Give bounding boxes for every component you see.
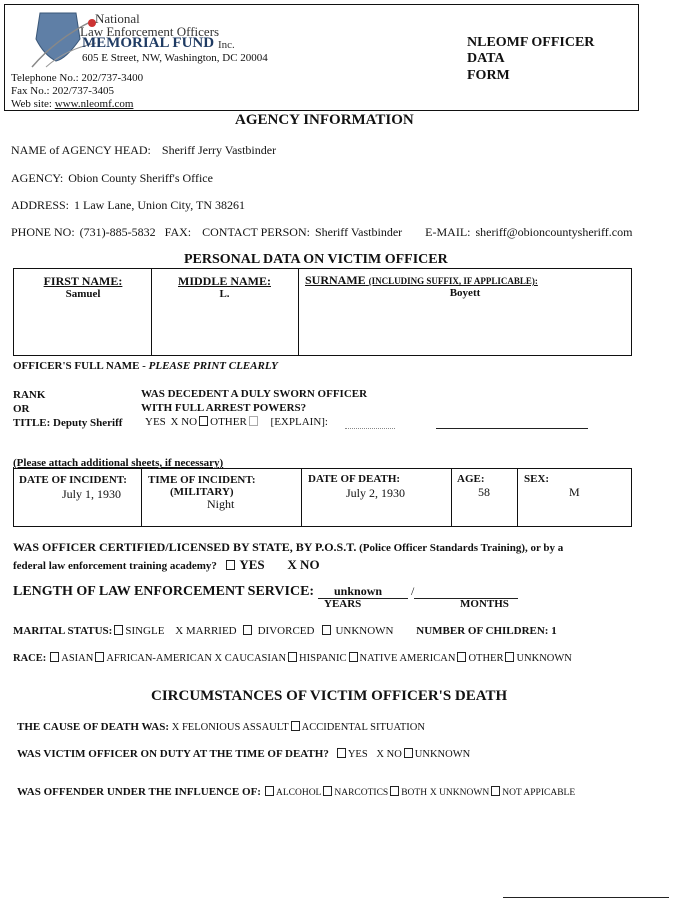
rank-label: RANK xyxy=(13,389,46,401)
title-value[interactable]: TITLE: Deputy Sheriff xyxy=(13,417,123,429)
inf-na[interactable]: NOT APPICABLE xyxy=(502,788,576,798)
marital-married[interactable]: X MARRIED xyxy=(175,625,237,637)
fax: Fax No.: 202/737-3405 xyxy=(11,85,114,97)
cert-question-line2 xyxy=(13,557,320,573)
cert-yes[interactable]: YES xyxy=(239,557,265,572)
inf-narcotics[interactable]: NARCOTICS xyxy=(334,788,389,798)
full-name-label: OFFICER'S FULL NAME xyxy=(13,360,140,372)
contact-value[interactable]: Sheriff Vastbinder xyxy=(314,225,403,239)
sworn-question-2: WITH FULL ARREST POWERS? xyxy=(141,402,307,414)
cert-question-bold: WAS OFFICER CERTIFIED/LICENSED BY STATE, BY P.O.S.T. xyxy=(13,540,357,554)
sworn-no-checkbox[interactable] xyxy=(199,416,208,426)
agency-head-value[interactable]: Sheriff Jerry Vastbinder xyxy=(161,143,277,157)
inf-na-checkbox[interactable] xyxy=(491,786,500,796)
marital-label: MARITAL STATUS: xyxy=(13,625,113,637)
personal-heading: PERSONAL DATA ON VICTIM OFFICER xyxy=(184,252,448,267)
address-row xyxy=(11,198,245,213)
race-asian[interactable]: ASIAN xyxy=(61,653,94,664)
service-label: LENGTH OF LAW ENFORCEMENT SERVICE: xyxy=(13,584,315,599)
years-label: YEARS xyxy=(324,598,362,610)
attach-note: (Please attach additional sheets, if necessary) xyxy=(13,457,224,469)
inf-both[interactable]: BOTH xyxy=(401,788,428,798)
duty-unknown[interactable]: UNKNOWN xyxy=(414,749,471,760)
surname-note: (INCLUDING SUFFIX, IF APPLICABLE): xyxy=(368,276,538,286)
race-african-caucasian[interactable]: AFRICAN-AMERICAN X CAUCASIAN xyxy=(106,653,287,664)
address-value[interactable]: 1 Law Lane, Union City, TN 38261 xyxy=(74,198,245,212)
fax-label: FAX: xyxy=(164,225,192,239)
sworn-answers xyxy=(145,416,328,428)
full-name-note: - PLEASE PRINT CLEARLY xyxy=(139,360,278,372)
toi-label: TIME OF INCIDENT: xyxy=(148,474,256,486)
telephone: Telephone No.: 202/737-3400 xyxy=(11,72,144,84)
children-label: NUMBER OF CHILDREN: 1 xyxy=(416,625,557,637)
website-label: Web site: xyxy=(11,98,55,110)
cause-row xyxy=(17,721,425,733)
form-title-1: NLEOMF OFFICER xyxy=(467,35,595,50)
sworn-yes[interactable]: YES xyxy=(145,416,166,428)
phone-row xyxy=(11,225,632,240)
race-row xyxy=(13,652,572,664)
org-line2: Law Enforcement Officers xyxy=(80,24,220,39)
duty-unknown-checkbox[interactable] xyxy=(404,748,413,758)
sex-label: SEX: xyxy=(524,473,550,485)
influence-row xyxy=(17,786,575,798)
cause-felonious[interactable]: X FELONIOUS ASSAULT xyxy=(171,722,289,733)
org-line3: MEMORIAL FUND xyxy=(82,35,215,51)
race-hispanic-checkbox[interactable] xyxy=(288,652,297,662)
inf-alcohol[interactable]: ALCOHOL xyxy=(275,788,322,798)
sworn-other-checkbox[interactable] xyxy=(249,416,258,426)
cause-accidental-checkbox[interactable] xyxy=(291,721,300,731)
sworn-other[interactable]: OTHER xyxy=(210,416,247,428)
sworn-no[interactable]: NO xyxy=(181,416,198,428)
agency-label: AGENCY: xyxy=(11,171,64,185)
phone-value[interactable]: (731)-885-5832 xyxy=(79,225,156,239)
age-value[interactable]: 58 xyxy=(478,485,490,499)
duty-row xyxy=(17,748,470,760)
marital-single-checkbox[interactable] xyxy=(114,625,123,635)
surname-label-row xyxy=(305,273,538,288)
phone-label: PHONE NO: xyxy=(11,225,75,239)
influence-label: WAS OFFENDER UNDER THE INFLUENCE OF: xyxy=(17,786,261,798)
race-hispanic[interactable]: HISPANIC xyxy=(299,653,347,664)
website-link[interactable]: www.nleomf.com xyxy=(54,98,134,110)
explain-line-1[interactable] xyxy=(345,428,395,429)
marital-unknown-checkbox[interactable] xyxy=(322,625,331,635)
inf-alcohol-checkbox[interactable] xyxy=(265,786,274,796)
doi-value[interactable]: July 1, 1930 xyxy=(62,487,122,501)
org-address: 605 E Street, NW, Washington, DC 20004 xyxy=(82,52,268,64)
explain-line-2[interactable] xyxy=(436,428,588,429)
duty-no[interactable]: X NO xyxy=(376,749,402,760)
age-label: AGE: xyxy=(457,473,485,485)
marital-divorced[interactable]: DIVORCED xyxy=(257,625,315,637)
cause-accidental[interactable]: ACCIDENTAL SITUATION xyxy=(301,722,425,733)
agency-heading: AGENCY INFORMATION xyxy=(235,112,414,128)
surname-label: SURNAME xyxy=(305,273,366,287)
org-line1: National xyxy=(95,11,140,26)
circumstances-heading: CIRCUMSTANCES OF VICTIM OFFICER'S DEATH xyxy=(151,688,508,704)
full-name-row xyxy=(13,360,278,372)
race-native-checkbox[interactable] xyxy=(349,652,358,662)
inf-both-checkbox[interactable] xyxy=(390,786,399,796)
cert-no[interactable]: X NO xyxy=(287,557,320,572)
marital-row xyxy=(13,625,557,637)
contact-label: CONTACT PERSON: xyxy=(202,225,310,239)
sex-value[interactable]: M xyxy=(569,485,580,499)
cert-question-rest: (Police Officer Standards Training), or by a xyxy=(356,542,564,554)
agency-row xyxy=(11,171,213,186)
duty-yes[interactable]: YES xyxy=(347,749,368,760)
marital-unknown[interactable]: UNKNOWN xyxy=(335,625,394,637)
race-asian-checkbox[interactable] xyxy=(50,652,59,662)
race-other-checkbox[interactable] xyxy=(457,652,466,662)
race-label: RACE: xyxy=(13,653,47,664)
first-name-label: FIRST NAME: xyxy=(43,274,123,288)
toi-sub: (MILITARY) xyxy=(170,486,234,498)
website-row xyxy=(11,98,133,110)
months-label: MONTHS xyxy=(460,598,509,610)
email-value[interactable]: sheriff@obioncountysheriff.com xyxy=(475,225,633,239)
org-inc: Inc. xyxy=(218,39,235,51)
cert-question xyxy=(13,540,563,555)
middle-name-value[interactable]: L. xyxy=(219,288,230,300)
agency-head-label: NAME of AGENCY HEAD: xyxy=(11,143,151,157)
footer-line xyxy=(503,897,669,898)
toi-value[interactable]: Night xyxy=(207,497,235,511)
sworn-question-1: WAS DECEDENT A DULY SWORN OFFICER xyxy=(141,388,368,400)
agency-head-row xyxy=(11,143,276,158)
duty-label: WAS VICTIM OFFICER ON DUTY AT THE TIME OF DEATH? xyxy=(17,748,329,760)
marital-single[interactable]: SINGLE xyxy=(125,625,165,637)
race-unknown-checkbox[interactable] xyxy=(505,652,514,662)
form-title-3: FORM xyxy=(467,68,510,83)
sworn-mark: X xyxy=(170,416,179,428)
race-native[interactable]: NATIVE AMERICAN xyxy=(359,653,456,664)
middle-name-label: MIDDLE NAME: xyxy=(178,274,271,288)
duty-yes-checkbox[interactable] xyxy=(337,748,346,758)
cert-yes-checkbox[interactable] xyxy=(226,560,235,570)
dod-label: DATE OF DEATH: xyxy=(308,473,401,485)
race-other[interactable]: OTHER xyxy=(468,653,504,664)
dod-value[interactable]: July 2, 1930 xyxy=(346,486,406,500)
agency-value[interactable]: Obion County Sheriff's Office xyxy=(68,171,213,185)
marital-divorced-checkbox[interactable] xyxy=(243,625,252,635)
cause-label: THE CAUSE OF DEATH WAS: xyxy=(17,721,169,733)
email-label: E-MAIL: xyxy=(425,225,471,239)
form-title-2: DATA xyxy=(467,51,505,66)
first-name-value[interactable]: Samuel xyxy=(65,288,101,300)
cert-question-line2-text: federal law enforcement training academy? xyxy=(13,560,217,572)
surname-value[interactable]: Boyett xyxy=(449,287,481,299)
service-years-value[interactable]: unknown xyxy=(334,584,383,598)
inf-narcotics-checkbox[interactable] xyxy=(323,786,332,796)
service-sep: / xyxy=(411,584,415,598)
address-label: ADDRESS: xyxy=(11,198,70,212)
inf-unknown[interactable]: X UNKNOWN xyxy=(429,788,490,798)
race-unknown[interactable]: UNKNOWN xyxy=(516,653,572,664)
doi-label: DATE OF INCIDENT: xyxy=(19,474,127,486)
race-african-checkbox[interactable] xyxy=(95,652,104,662)
sworn-explain: [EXPLAIN]: xyxy=(270,416,328,428)
or-label: OR xyxy=(13,403,30,415)
